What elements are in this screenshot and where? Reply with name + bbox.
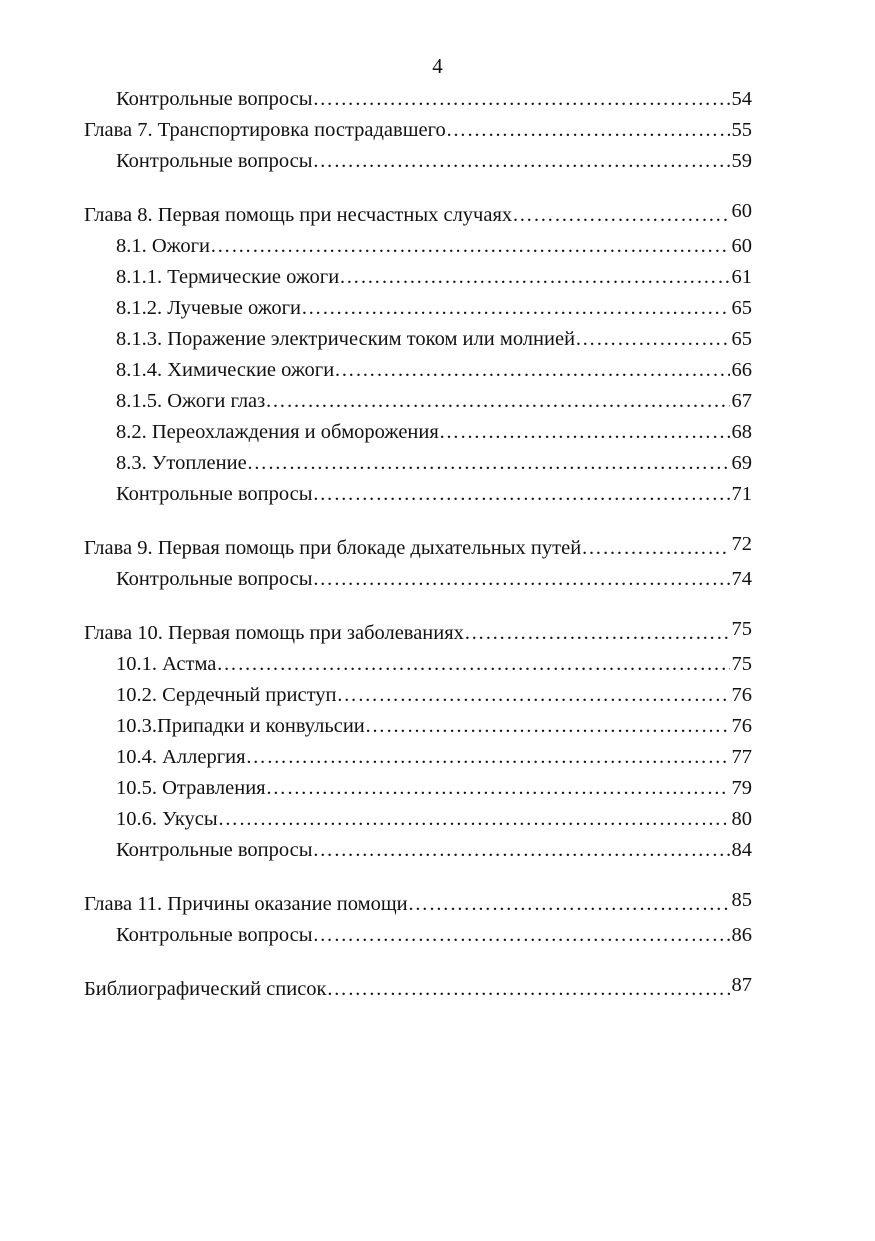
toc-chapter-entry: [84, 618, 752, 649]
toc-entry-label: 8.1.1. Термические ожоги: [116, 266, 340, 288]
toc-entry-label: Глава 8. Первая помощь при несчастных случаях: [84, 204, 513, 226]
toc-dot-leader: [464, 618, 730, 649]
toc-entry-page: 66: [731, 359, 752, 381]
toc-dot-leader: [365, 711, 730, 742]
toc-entry: [84, 262, 752, 293]
toc-entry-label: Контрольные вопросы: [116, 150, 313, 172]
toc-entry-label: Глава 11. Причины оказание помощи: [84, 893, 408, 915]
toc-entry: [84, 564, 752, 595]
toc-entry-label: 8.3. Утопление: [116, 452, 247, 474]
toc-entry-page: 67: [731, 390, 752, 412]
toc-dot-leader: [581, 533, 730, 564]
toc-entry-label: Контрольные вопросы: [116, 483, 313, 505]
toc-entry: [84, 920, 752, 951]
toc-entry: [84, 417, 752, 448]
toc-entry-page: 76: [731, 684, 752, 706]
toc-entry-page: 59: [731, 150, 752, 172]
toc-dot-leader: [439, 417, 730, 448]
toc-entry-page: 79: [731, 777, 752, 799]
toc-entry-page: 55: [731, 119, 752, 141]
toc-chapter-entry: [84, 889, 752, 920]
toc-dot-leader: [218, 804, 730, 835]
toc-entry: [84, 479, 752, 510]
toc-entry: [84, 231, 752, 262]
toc-entry-page: 60: [731, 235, 752, 257]
toc-entry-page: 72: [731, 533, 752, 555]
toc-entry: [84, 773, 752, 804]
toc-entry-label: 8.2. Переохлаждения и обморожения: [116, 421, 439, 443]
toc-entry-label: 10.6. Укусы: [116, 808, 218, 830]
toc-entry-label: Контрольные вопросы: [116, 568, 313, 590]
toc-entry-page: 77: [731, 746, 752, 768]
toc-entry: [84, 84, 752, 115]
toc-chapter-entry: [84, 115, 752, 146]
toc-entry-label: 10.2. Сердечный приступ: [116, 684, 337, 706]
toc-entry-page: 61: [731, 266, 752, 288]
toc-entry: [84, 804, 752, 835]
page-number: 4: [432, 54, 443, 78]
toc-entry-label: 8.1.4. Химические ожоги: [116, 359, 335, 381]
toc-entry-page: 54: [731, 88, 752, 110]
table-of-contents: [84, 84, 752, 1005]
toc-bibliography-entry: [84, 974, 752, 1005]
toc-entry-page: 75: [731, 618, 752, 640]
toc-entry-page: 80: [731, 808, 752, 830]
toc-dot-leader: [313, 920, 730, 951]
toc-entry: [84, 386, 752, 417]
toc-entry-page: 74: [731, 568, 752, 590]
toc-entry-page: 69: [731, 452, 752, 474]
toc-entry-label: Контрольные вопросы: [116, 88, 313, 110]
toc-entry-label: Глава 7. Транспортировка пострадавшего: [84, 119, 446, 141]
toc-dot-leader: [313, 146, 730, 177]
toc-entry-page: 85: [731, 889, 752, 911]
toc-entry: [84, 680, 752, 711]
toc-entry: [84, 448, 752, 479]
toc-dot-leader: [446, 115, 730, 146]
toc-dot-leader: [339, 262, 730, 293]
toc-entry: [84, 742, 752, 773]
toc-entry-label: Контрольные вопросы: [116, 924, 313, 946]
toc-entry-label: Контрольные вопросы: [116, 839, 313, 861]
toc-entry-label: 8.1.3. Поражение электрическим током или молнией: [116, 328, 576, 350]
toc-entry-page: 60: [731, 200, 752, 222]
toc-dot-leader: [512, 200, 730, 231]
toc-entry-label: 10.4. Аллергия: [116, 746, 246, 768]
toc-entry-label: 10.5. Отравления: [116, 777, 266, 799]
toc-entry-page: 65: [731, 328, 752, 350]
toc-entry-page: 84: [731, 839, 752, 861]
toc-chapter-entry: [84, 533, 752, 564]
toc-entry-label: 10.3.Припадки и конвульсии: [116, 715, 365, 737]
toc-dot-leader: [575, 324, 730, 355]
toc-chapter-entry: [84, 200, 752, 231]
toc-dot-leader: [313, 479, 730, 510]
toc-entry-label: 10.1. Астма: [116, 653, 217, 675]
toc-entry: [84, 293, 752, 324]
toc-entry-label: 8.1.2. Лучевые ожоги: [116, 297, 302, 319]
toc-entry: [84, 146, 752, 177]
toc-dot-leader: [327, 974, 730, 1005]
toc-entry: [84, 711, 752, 742]
toc-entry-page: 86: [731, 924, 752, 946]
toc-entry-label: 8.1.5. Ожоги глаз: [116, 390, 266, 412]
toc-dot-leader: [265, 386, 730, 417]
toc-dot-leader: [313, 835, 730, 866]
toc-entry-label: Библиографический список: [84, 978, 327, 1000]
toc-entry-label: 8.1. Ожоги: [116, 235, 210, 257]
toc-dot-leader: [216, 649, 730, 680]
toc-entry-page: 65: [731, 297, 752, 319]
toc-entry-page: 76: [731, 715, 752, 737]
toc-entry-page: 71: [731, 483, 752, 505]
toc-dot-leader: [210, 231, 730, 262]
toc-dot-leader: [246, 742, 730, 773]
toc-dot-leader: [313, 564, 730, 595]
toc-entry-page: 68: [731, 421, 752, 443]
toc-dot-leader: [313, 84, 730, 115]
toc-entry-label: Глава 9. Первая помощь при блокаде дыхательных путей: [84, 537, 582, 559]
toc-dot-leader: [266, 773, 730, 804]
toc-entry: [84, 355, 752, 386]
toc-entry: [84, 649, 752, 680]
toc-entry: [84, 835, 752, 866]
toc-entry-label: Глава 10. Первая помощь при заболеваниях: [84, 622, 464, 644]
toc-entry: [84, 324, 752, 355]
toc-dot-leader: [334, 355, 730, 386]
toc-dot-leader: [337, 680, 731, 711]
toc-entry-page: 75: [731, 653, 752, 675]
toc-dot-leader: [301, 293, 730, 324]
toc-dot-leader: [408, 889, 730, 920]
toc-dot-leader: [247, 448, 730, 479]
toc-entry-page: 87: [731, 974, 752, 996]
